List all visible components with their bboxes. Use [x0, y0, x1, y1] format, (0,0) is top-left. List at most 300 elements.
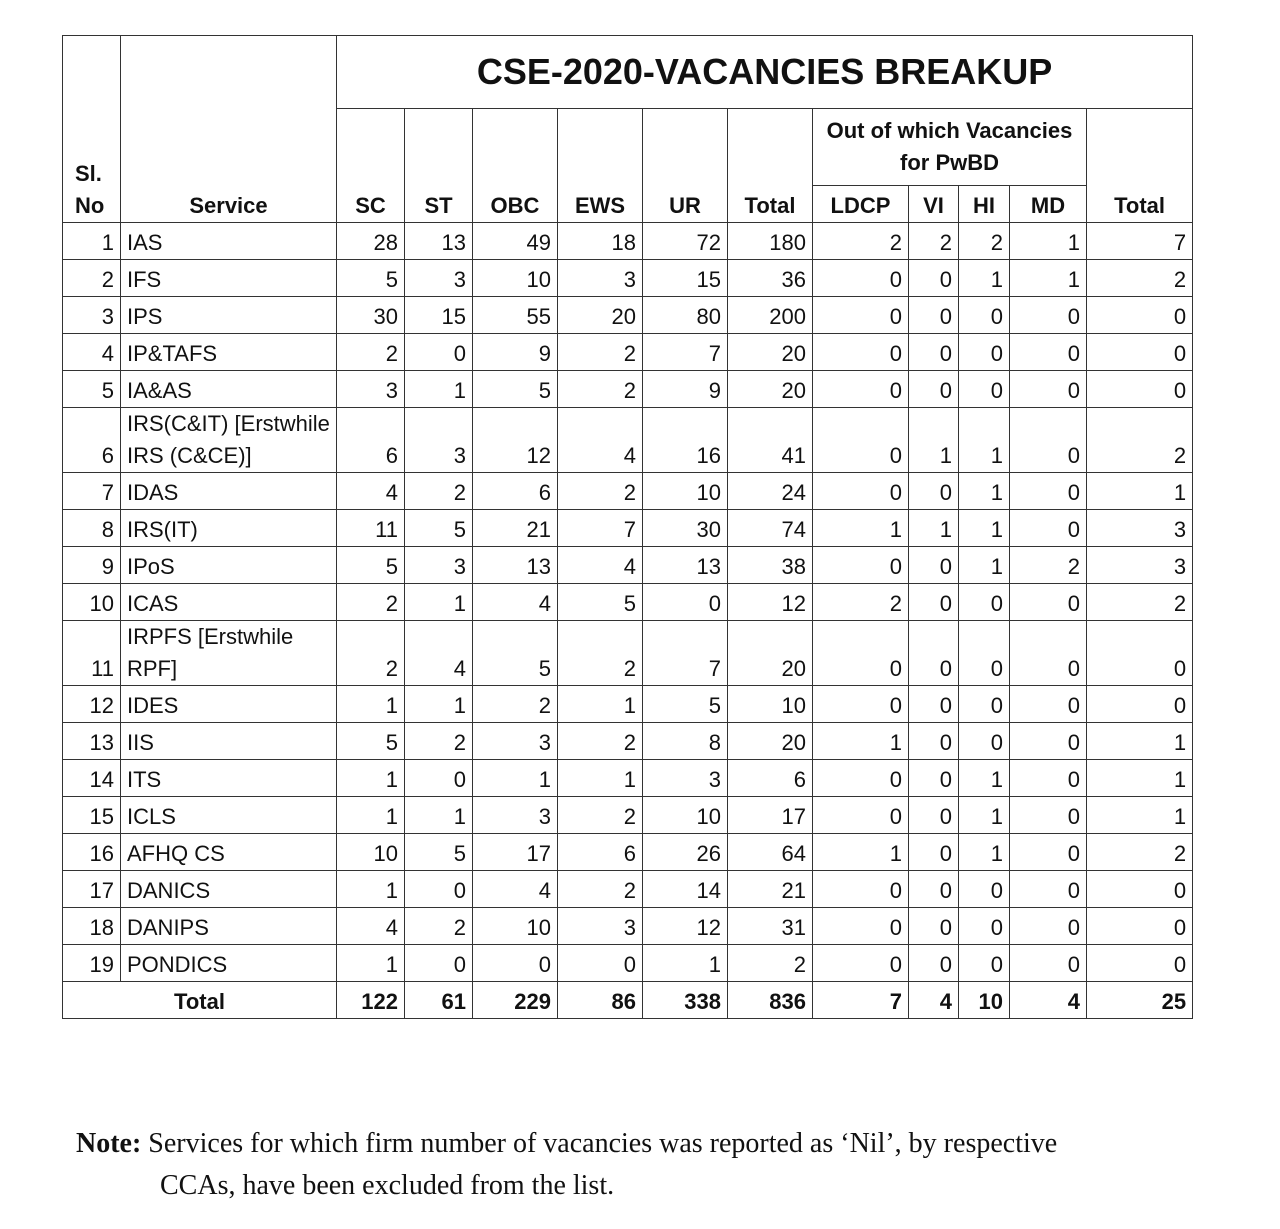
- cell-service: IRPFS [Erstwhile RPF]: [121, 621, 337, 686]
- cell-obc: 21: [473, 510, 558, 547]
- cell-md: 0: [1010, 510, 1087, 547]
- cell-obc: 49: [473, 223, 558, 260]
- cell-ews: 0: [558, 945, 643, 982]
- cell-ldcp: 0: [813, 945, 909, 982]
- cell-obc: 1: [473, 760, 558, 797]
- cell-pwbd-total: 0: [1087, 871, 1193, 908]
- totals-md: 4: [1010, 982, 1087, 1019]
- cell-service: IPS: [121, 297, 337, 334]
- table-row: [63, 334, 1193, 371]
- cell-sl-no: 2: [63, 260, 121, 297]
- cell-ldcp: 0: [813, 473, 909, 510]
- cell-pwbd-total: 3: [1087, 510, 1193, 547]
- cell-vi: 0: [909, 260, 959, 297]
- cell-total: 36: [728, 260, 813, 297]
- cell-st: 0: [405, 871, 473, 908]
- cell-total: 200: [728, 297, 813, 334]
- cell-vi: 0: [909, 621, 959, 686]
- cell-ldcp: 0: [813, 797, 909, 834]
- cell-st: 3: [405, 260, 473, 297]
- cell-ews: 2: [558, 871, 643, 908]
- cell-sl-no: 11: [63, 621, 121, 686]
- cell-ldcp: 0: [813, 871, 909, 908]
- cell-hi: 1: [959, 760, 1010, 797]
- cell-md: 0: [1010, 760, 1087, 797]
- cell-sc: 1: [337, 797, 405, 834]
- cell-ur: 3: [643, 760, 728, 797]
- cell-sl-no: 18: [63, 908, 121, 945]
- cell-hi: 0: [959, 334, 1010, 371]
- cell-ews: 1: [558, 760, 643, 797]
- totals-pwbd-total: 25: [1087, 982, 1193, 1019]
- cell-obc: 3: [473, 797, 558, 834]
- cell-ldcp: 0: [813, 760, 909, 797]
- cell-pwbd-total: 0: [1087, 297, 1193, 334]
- cell-pwbd-total: 0: [1087, 945, 1193, 982]
- cell-ews: 1: [558, 686, 643, 723]
- cell-st: 0: [405, 760, 473, 797]
- totals-ews: 86: [558, 982, 643, 1019]
- cell-st: 0: [405, 945, 473, 982]
- cell-total: 31: [728, 908, 813, 945]
- cell-obc: 55: [473, 297, 558, 334]
- table-body: [63, 223, 1193, 982]
- cell-pwbd-total: 0: [1087, 371, 1193, 408]
- totals-ldcp: 7: [813, 982, 909, 1019]
- cell-hi: 2: [959, 223, 1010, 260]
- cell-sl-no: 4: [63, 334, 121, 371]
- cell-vi: 0: [909, 797, 959, 834]
- cell-obc: 17: [473, 834, 558, 871]
- table-row: [63, 908, 1193, 945]
- cell-ldcp: 0: [813, 334, 909, 371]
- cell-md: 0: [1010, 834, 1087, 871]
- table-row: [63, 408, 1193, 473]
- cell-pwbd-total: 0: [1087, 621, 1193, 686]
- cell-sl-no: 5: [63, 371, 121, 408]
- cell-md: 0: [1010, 473, 1087, 510]
- cell-vi: 0: [909, 371, 959, 408]
- cell-vi: 0: [909, 723, 959, 760]
- table-row: [63, 686, 1193, 723]
- cell-service: IPoS: [121, 547, 337, 584]
- cell-md: 0: [1010, 584, 1087, 621]
- cell-ldcp: 0: [813, 621, 909, 686]
- cell-obc: 12: [473, 408, 558, 473]
- cell-pwbd-total: 7: [1087, 223, 1193, 260]
- cell-obc: 5: [473, 621, 558, 686]
- cell-pwbd-total: 0: [1087, 908, 1193, 945]
- table-row: [63, 297, 1193, 334]
- cell-ldcp: 0: [813, 686, 909, 723]
- cell-ur: 26: [643, 834, 728, 871]
- cell-st: 1: [405, 371, 473, 408]
- cell-sl-no: 15: [63, 797, 121, 834]
- cell-ur: 10: [643, 473, 728, 510]
- cell-hi: 1: [959, 510, 1010, 547]
- cell-ur: 1: [643, 945, 728, 982]
- cell-vi: 0: [909, 584, 959, 621]
- cell-obc: 4: [473, 871, 558, 908]
- cell-total: 10: [728, 686, 813, 723]
- cell-ews: 6: [558, 834, 643, 871]
- cell-st: 13: [405, 223, 473, 260]
- cell-hi: 0: [959, 297, 1010, 334]
- cell-md: 1: [1010, 223, 1087, 260]
- cell-ews: 2: [558, 621, 643, 686]
- header-sc: SC: [337, 109, 405, 223]
- cell-ur: 13: [643, 547, 728, 584]
- cell-md: 0: [1010, 686, 1087, 723]
- header-vi: VI: [909, 186, 959, 223]
- cell-obc: 2: [473, 686, 558, 723]
- cell-obc: 0: [473, 945, 558, 982]
- cell-hi: 1: [959, 547, 1010, 584]
- cell-total: 38: [728, 547, 813, 584]
- cell-service: ICLS: [121, 797, 337, 834]
- cell-pwbd-total: 1: [1087, 760, 1193, 797]
- table-row: [63, 260, 1193, 297]
- header-md: MD: [1010, 186, 1087, 223]
- cell-pwbd-total: 0: [1087, 686, 1193, 723]
- totals-sc: 122: [337, 982, 405, 1019]
- cell-sl-no: 19: [63, 945, 121, 982]
- cell-ews: 2: [558, 473, 643, 510]
- cell-md: 0: [1010, 408, 1087, 473]
- cell-sc: 6: [337, 408, 405, 473]
- cell-ur: 0: [643, 584, 728, 621]
- header-ews: EWS: [558, 109, 643, 223]
- cell-total: 21: [728, 871, 813, 908]
- cell-ldcp: 0: [813, 260, 909, 297]
- cell-sl-no: 3: [63, 297, 121, 334]
- cell-ldcp: 2: [813, 584, 909, 621]
- note-text-line2: CCAs, have been excluded from the list.: [160, 1170, 615, 1201]
- cell-pwbd-total: 3: [1087, 547, 1193, 584]
- cell-ews: 3: [558, 260, 643, 297]
- cell-sc: 5: [337, 260, 405, 297]
- cell-service: IAS: [121, 223, 337, 260]
- table-row: [63, 584, 1193, 621]
- cell-ur: 72: [643, 223, 728, 260]
- table-row: [63, 723, 1193, 760]
- cell-sc: 3: [337, 371, 405, 408]
- cell-vi: 0: [909, 473, 959, 510]
- header-ldcp: LDCP: [813, 186, 909, 223]
- cell-ur: 9: [643, 371, 728, 408]
- cell-sc: 4: [337, 473, 405, 510]
- cell-pwbd-total: 0: [1087, 334, 1193, 371]
- cell-hi: 1: [959, 797, 1010, 834]
- cell-sc: 30: [337, 297, 405, 334]
- cell-sl-no: 17: [63, 871, 121, 908]
- cell-st: 5: [405, 510, 473, 547]
- cell-sc: 1: [337, 871, 405, 908]
- cell-st: 1: [405, 797, 473, 834]
- table-row: [63, 371, 1193, 408]
- cell-total: 6: [728, 760, 813, 797]
- cell-service: DANIPS: [121, 908, 337, 945]
- cell-ur: 80: [643, 297, 728, 334]
- cell-total: 20: [728, 621, 813, 686]
- cell-total: 74: [728, 510, 813, 547]
- cell-ldcp: 1: [813, 834, 909, 871]
- cell-md: 0: [1010, 371, 1087, 408]
- cell-ur: 12: [643, 908, 728, 945]
- cell-ews: 4: [558, 547, 643, 584]
- cell-service: PONDICS: [121, 945, 337, 982]
- cell-hi: 0: [959, 686, 1010, 723]
- cell-st: 2: [405, 723, 473, 760]
- cell-st: 1: [405, 584, 473, 621]
- cell-sc: 1: [337, 760, 405, 797]
- cell-hi: 1: [959, 260, 1010, 297]
- table-title: CSE-2020-VACANCIES BREAKUP: [337, 36, 1193, 109]
- cell-obc: 13: [473, 547, 558, 584]
- cell-sc: 5: [337, 723, 405, 760]
- cell-pwbd-total: 2: [1087, 408, 1193, 473]
- cell-service: IFS: [121, 260, 337, 297]
- cell-sc: 1: [337, 945, 405, 982]
- cell-md: 2: [1010, 547, 1087, 584]
- cell-ews: 2: [558, 797, 643, 834]
- table-row: [63, 621, 1193, 686]
- totals-vi: 4: [909, 982, 959, 1019]
- header-pwbd-group: Out of which Vacancies for PwBD: [813, 109, 1087, 186]
- cell-ur: 10: [643, 797, 728, 834]
- cell-ews: 2: [558, 334, 643, 371]
- cell-sc: 2: [337, 334, 405, 371]
- cell-pwbd-total: 2: [1087, 834, 1193, 871]
- cell-sc: 4: [337, 908, 405, 945]
- cell-hi: 0: [959, 908, 1010, 945]
- cell-ews: 2: [558, 723, 643, 760]
- cell-sl-no: 8: [63, 510, 121, 547]
- header-ur: UR: [643, 109, 728, 223]
- cell-vi: 0: [909, 686, 959, 723]
- cell-vi: 0: [909, 871, 959, 908]
- cell-vi: 2: [909, 223, 959, 260]
- cell-service: AFHQ CS: [121, 834, 337, 871]
- header-pwbd-total: Total: [1087, 109, 1193, 223]
- cell-service: DANICS: [121, 871, 337, 908]
- cell-sc: 11: [337, 510, 405, 547]
- vacancies-table: [62, 35, 1193, 1019]
- table-row: [63, 871, 1193, 908]
- cell-obc: 10: [473, 260, 558, 297]
- footnote: [76, 1123, 1206, 1207]
- header-hi: HI: [959, 186, 1010, 223]
- cell-ews: 18: [558, 223, 643, 260]
- cell-sc: 2: [337, 621, 405, 686]
- cell-hi: 0: [959, 371, 1010, 408]
- table-row: [63, 797, 1193, 834]
- cell-st: 1: [405, 686, 473, 723]
- cell-hi: 0: [959, 871, 1010, 908]
- cell-total: 24: [728, 473, 813, 510]
- cell-md: 0: [1010, 797, 1087, 834]
- cell-ldcp: 1: [813, 510, 909, 547]
- cell-sl-no: 14: [63, 760, 121, 797]
- cell-obc: 9: [473, 334, 558, 371]
- cell-st: 4: [405, 621, 473, 686]
- cell-ldcp: 2: [813, 223, 909, 260]
- cell-vi: 0: [909, 334, 959, 371]
- cell-service: IRS(IT): [121, 510, 337, 547]
- cell-ews: 2: [558, 371, 643, 408]
- cell-pwbd-total: 2: [1087, 260, 1193, 297]
- cell-sl-no: 10: [63, 584, 121, 621]
- cell-md: 0: [1010, 621, 1087, 686]
- cell-ur: 5: [643, 686, 728, 723]
- cell-hi: 1: [959, 473, 1010, 510]
- table-row: [63, 760, 1193, 797]
- cell-ews: 4: [558, 408, 643, 473]
- cell-pwbd-total: 2: [1087, 584, 1193, 621]
- note-text-line1: Services for which firm number of vacancies was reported as ‘Nil’, by respective: [141, 1128, 1058, 1159]
- cell-total: 20: [728, 723, 813, 760]
- cell-service: IA&AS: [121, 371, 337, 408]
- cell-hi: 1: [959, 834, 1010, 871]
- cell-ews: 20: [558, 297, 643, 334]
- totals-hi: 10: [959, 982, 1010, 1019]
- cell-total: 12: [728, 584, 813, 621]
- cell-ldcp: 0: [813, 371, 909, 408]
- cell-vi: 1: [909, 408, 959, 473]
- cell-st: 5: [405, 834, 473, 871]
- cell-service: IP&TAFS: [121, 334, 337, 371]
- cell-st: 2: [405, 908, 473, 945]
- cell-ldcp: 0: [813, 547, 909, 584]
- cell-ur: 7: [643, 334, 728, 371]
- cell-sl-no: 16: [63, 834, 121, 871]
- cell-total: 41: [728, 408, 813, 473]
- cell-service: IDAS: [121, 473, 337, 510]
- cell-st: 3: [405, 408, 473, 473]
- cell-total: 20: [728, 371, 813, 408]
- cell-total: 20: [728, 334, 813, 371]
- header-service: Service: [121, 36, 337, 223]
- cell-sl-no: 6: [63, 408, 121, 473]
- cell-obc: 10: [473, 908, 558, 945]
- cell-sl-no: 9: [63, 547, 121, 584]
- totals-total: 836: [728, 982, 813, 1019]
- table-row: [63, 510, 1193, 547]
- header-total: Total: [728, 109, 813, 223]
- cell-ur: 16: [643, 408, 728, 473]
- cell-ur: 14: [643, 871, 728, 908]
- table-row: [63, 945, 1193, 982]
- cell-vi: 0: [909, 297, 959, 334]
- cell-service: IRS(C&IT) [Erstwhile IRS (C&CE)]: [121, 408, 337, 473]
- cell-md: 0: [1010, 334, 1087, 371]
- cell-md: 0: [1010, 871, 1087, 908]
- cell-hi: 0: [959, 945, 1010, 982]
- cell-st: 15: [405, 297, 473, 334]
- totals-st: 61: [405, 982, 473, 1019]
- cell-vi: 0: [909, 945, 959, 982]
- table-row: [63, 834, 1193, 871]
- cell-md: 0: [1010, 945, 1087, 982]
- cell-sc: 2: [337, 584, 405, 621]
- cell-total: 64: [728, 834, 813, 871]
- note-label: Note:: [76, 1128, 142, 1159]
- cell-sl-no: 12: [63, 686, 121, 723]
- cell-hi: 0: [959, 723, 1010, 760]
- cell-pwbd-total: 1: [1087, 797, 1193, 834]
- cell-ews: 5: [558, 584, 643, 621]
- cell-st: 0: [405, 334, 473, 371]
- cell-obc: 4: [473, 584, 558, 621]
- cell-st: 3: [405, 547, 473, 584]
- cell-sc: 1: [337, 686, 405, 723]
- totals-row: [63, 982, 1193, 1019]
- cell-sc: 28: [337, 223, 405, 260]
- cell-st: 2: [405, 473, 473, 510]
- cell-vi: 0: [909, 834, 959, 871]
- cell-ldcp: 0: [813, 908, 909, 945]
- cell-sl-no: 7: [63, 473, 121, 510]
- cell-ur: 15: [643, 260, 728, 297]
- cell-ur: 7: [643, 621, 728, 686]
- table-row: [63, 547, 1193, 584]
- cell-vi: 0: [909, 908, 959, 945]
- cell-total: 180: [728, 223, 813, 260]
- cell-obc: 3: [473, 723, 558, 760]
- table-row: [63, 473, 1193, 510]
- cell-vi: 1: [909, 510, 959, 547]
- cell-md: 0: [1010, 297, 1087, 334]
- cell-pwbd-total: 1: [1087, 473, 1193, 510]
- cell-sl-no: 13: [63, 723, 121, 760]
- cell-md: 1: [1010, 260, 1087, 297]
- cell-sc: 10: [337, 834, 405, 871]
- cell-hi: 0: [959, 584, 1010, 621]
- header-sl-no: Sl. No: [63, 36, 121, 223]
- cell-ews: 3: [558, 908, 643, 945]
- cell-ur: 8: [643, 723, 728, 760]
- table-row: [63, 223, 1193, 260]
- cell-md: 0: [1010, 723, 1087, 760]
- cell-ur: 30: [643, 510, 728, 547]
- cell-sl-no: 1: [63, 223, 121, 260]
- header-obc: OBC: [473, 109, 558, 223]
- cell-ews: 7: [558, 510, 643, 547]
- cell-hi: 0: [959, 621, 1010, 686]
- cell-vi: 0: [909, 760, 959, 797]
- cell-obc: 6: [473, 473, 558, 510]
- cell-hi: 1: [959, 408, 1010, 473]
- cell-ldcp: 0: [813, 408, 909, 473]
- cell-total: 17: [728, 797, 813, 834]
- totals-obc: 229: [473, 982, 558, 1019]
- cell-service: IDES: [121, 686, 337, 723]
- cell-obc: 5: [473, 371, 558, 408]
- cell-service: ITS: [121, 760, 337, 797]
- cell-pwbd-total: 1: [1087, 723, 1193, 760]
- cell-ldcp: 0: [813, 297, 909, 334]
- cell-sc: 5: [337, 547, 405, 584]
- cell-service: ICAS: [121, 584, 337, 621]
- totals-label: Total: [63, 982, 337, 1019]
- header-st: ST: [405, 109, 473, 223]
- cell-service: IIS: [121, 723, 337, 760]
- totals-ur: 338: [643, 982, 728, 1019]
- cell-ldcp: 1: [813, 723, 909, 760]
- cell-vi: 0: [909, 547, 959, 584]
- cell-md: 0: [1010, 908, 1087, 945]
- cell-total: 2: [728, 945, 813, 982]
